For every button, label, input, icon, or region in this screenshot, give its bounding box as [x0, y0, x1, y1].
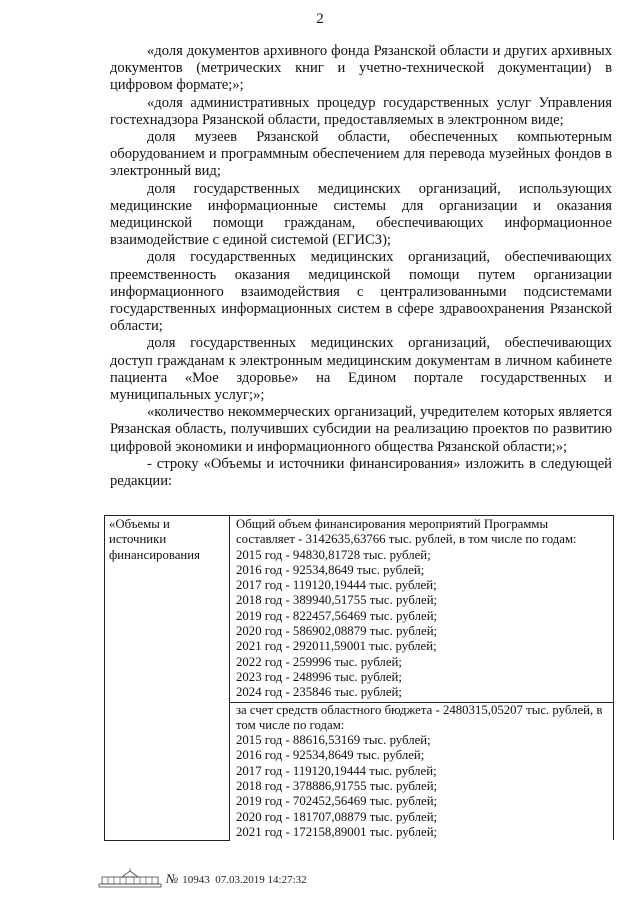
- paragraph-egisz-share: доля государственных медицинских организаций, использующих медицинские информационные системы для организации и оказания медицинской помощи гражданам, обеспечивающих информационное взаимодействие с единой системой (ЕГИСЗ);: [110, 180, 612, 249]
- number-sign: №: [166, 871, 179, 886]
- total-year-item: 2015 год - 94830,81728 тыс. рублей;: [236, 547, 431, 562]
- regional-year-item: 2018 год - 378886,91755 тыс. рублей;: [236, 779, 438, 794]
- building-logo-icon: [98, 868, 162, 888]
- paragraph-continuity-share: доля государственных медицинских организаций, обеспечивающих преемственность оказания медицинской помощи путем организации информационного взаимодействия с централизованными подсистемами государственных информационных систем в сфере здравоохранения Рязанской области;: [110, 249, 612, 335]
- funding-table-row: [105, 516, 614, 841]
- regional-budget-line: за счет средств областного бюджета - 2480315,05207 тыс. рублей, в: [236, 702, 603, 717]
- paragraph-patient-account-share: доля государственных медицинских организаций, обеспечивающих доступ гражданам к электронным медицинским документам в личном кабинете пациента «Мое здоровье» на Едином портале государственных и муниципальных услуг;»;: [110, 335, 612, 404]
- total-year-item: 2018 год - 389940,51755 тыс. рублей;: [236, 593, 438, 608]
- funding-label-line: «Объемы и: [109, 517, 170, 531]
- paragraph-museums-share: доля музеев Рязанской области, обеспеченных компьютерным оборудованием и программным обеспечением для перевода музейных фондов в электронный вид;: [110, 129, 612, 180]
- total-year-item: 2016 год - 92534,8649 тыс. рублей;: [236, 562, 425, 577]
- total-year-item: 2017 год - 119120,19444 тыс. рублей;: [236, 578, 437, 593]
- total-funding-section: [236, 517, 609, 701]
- total-year-item: 2024 год - 235846 тыс. рублей;: [236, 685, 402, 700]
- regional-year-item: 2021 год - 172158,89001 тыс. рублей;: [236, 824, 438, 839]
- regional-budget-line: том числе по годам:: [236, 717, 345, 732]
- page-number: 2: [316, 11, 324, 27]
- total-year-item: 2021 год - 292011,59001 тыс. рублей;: [236, 639, 437, 654]
- paragraph-gostekhnadzor-share: «доля административных процедур государственных услуг Управления гостехнадзора Рязанской области, предоставляемых в электронном виде;: [110, 94, 612, 128]
- regional-year-item: 2017 год - 119120,19444 тыс. рублей;: [236, 763, 437, 778]
- total-year-item: 2020 год - 586902,08879 тыс. рублей;: [236, 624, 438, 639]
- paragraph-archive-share: «доля документов архивного фонда Рязанской области и других архивных документов (метрических книг и учетно-технической документации) в цифровом формате;»;: [110, 43, 612, 94]
- funding-label-line: источники: [109, 532, 167, 547]
- regional-year-item: 2016 год - 92534,8649 тыс. рублей;: [236, 748, 425, 763]
- document-body: [110, 43, 612, 490]
- regional-year-item: 2015 год - 88616,53169 тыс. рублей;: [236, 733, 431, 748]
- total-year-item: 2023 год - 248996 тыс. рублей;: [236, 669, 402, 684]
- regional-budget-section: [230, 702, 613, 841]
- document-datetime: 07.03.2019 14:27:32: [215, 874, 307, 886]
- paragraph-funding-row-intro: - строку «Объемы и источники финансирования» изложить в следующей редакции:: [110, 455, 612, 490]
- regional-year-item: 2019 год - 702452,56469 тыс. рублей;: [236, 794, 438, 809]
- paragraph-nonprofit-count: «количество некоммерческих организаций, учредителем которых является Рязанская область, получивших субсидии на реализацию проектов по развитию цифровой экономики и информационного общества Рязанской области;»;: [110, 404, 612, 455]
- funding-label-line: финансирования: [109, 547, 200, 562]
- document-footer: [98, 866, 307, 888]
- regional-year-item: 2020 год - 181707,08879 тыс. рублей;: [236, 809, 438, 824]
- total-year-item: 2022 год - 259996 тыс. рублей;: [236, 654, 402, 669]
- funding-label-cell: [105, 516, 230, 841]
- total-year-item: 2019 год - 822457,56469 тыс. рублей;: [236, 608, 438, 623]
- total-funding-line: Общий объем финансирования мероприятий Программы: [236, 517, 549, 531]
- funding-content-cell: [230, 516, 614, 841]
- footer-stamp: [166, 872, 307, 888]
- document-id: 10943: [182, 874, 210, 886]
- total-funding-line: составляет - 3142635,63766 тыс. рублей, в том числе по годам:: [236, 532, 577, 547]
- funding-table: [104, 515, 614, 841]
